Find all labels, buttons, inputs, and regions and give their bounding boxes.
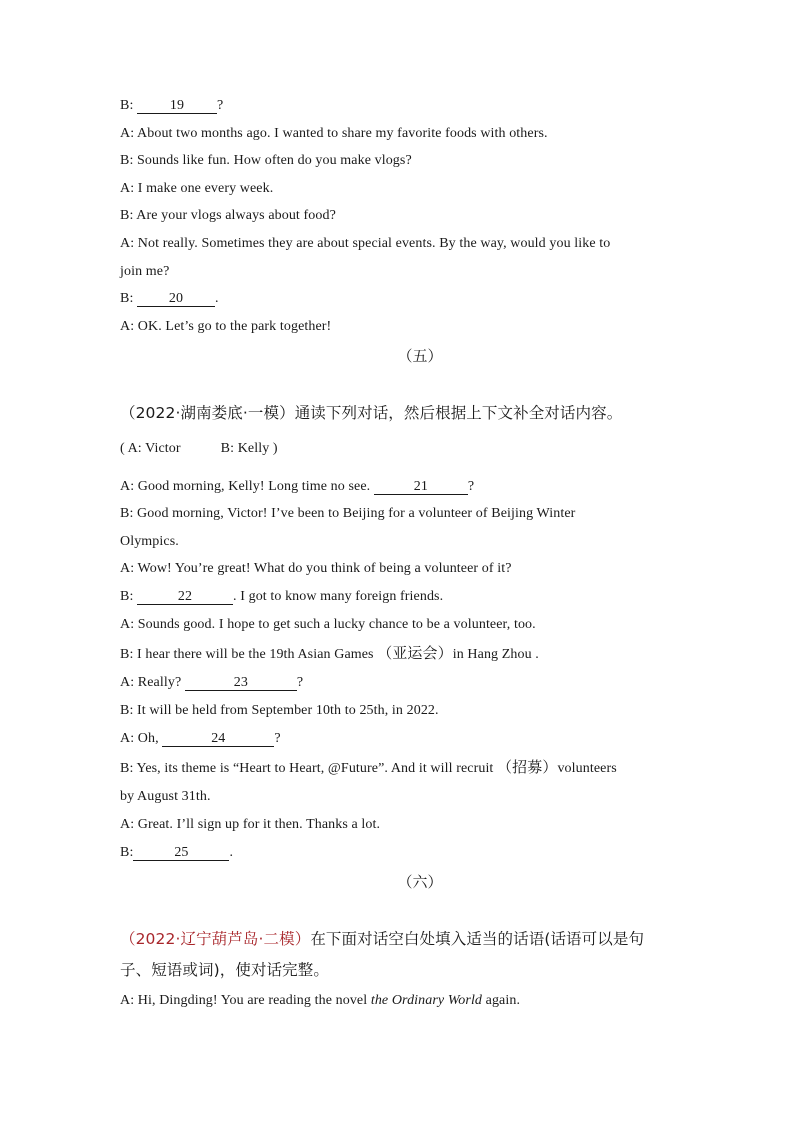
dialogue-line: A: Sounds good. I hope to get such a lucky chance to be a volunteer, too. [120,617,536,632]
dialogue-line: A: Great. I’ll sign up for it then. Thanks a lot. [120,817,381,832]
speaker-prefix: B: [120,589,138,604]
punctuation: ? [274,731,281,746]
dialogue-line [120,992,520,1010]
intro-text: 在下面对话空白处填入适当的话语(话语可以是句 [310,930,645,948]
roles-line [120,440,278,458]
answer-blank-23[interactable]: 23 [185,675,297,691]
dialogue-line: A: About two months ago. I wanted to share my favorite foods with others. [120,126,548,141]
dialogue-text: A: Really? [120,675,185,690]
speaker-prefix: B: [120,845,134,860]
dialogue-line-21 [120,478,474,496]
novel-title: the Ordinary World [370,993,483,1008]
dialogue-line: A: Not really. Sometimes they are about special events. By the way, would you like to [120,236,611,251]
dialogue-line: B: Sounds like fun. How often do you make vlogs? [120,153,412,168]
dialogue-line: B: It will be held from September 10th to 25th, in 2022. [120,703,439,718]
section-intro: （2022·湖南娄底·一模）通读下列对话，然后根据上下文补全对话内容。 [120,404,623,422]
dialogue-line: A: I make one every week. [120,181,274,196]
dialogue-line: A: Wow! You’re great! What do you think of being a volunteer of it? [120,561,512,576]
dialogue-line-19 [120,97,223,115]
answer-blank-22[interactable]: 22 [137,589,233,605]
speaker-prefix: B: [120,291,138,306]
punctuation: . [215,291,219,306]
dialogue-line-22 [120,588,443,606]
dialogue-text: . I got to know many foreign friends. [233,589,444,604]
section-intro [120,930,644,948]
answer-blank-24[interactable]: 24 [162,731,274,747]
answer-blank-19[interactable]: 19 [137,98,217,114]
dialogue-line: B: Are your vlogs always about food? [120,208,336,223]
chinese-gloss: （招募） [497,758,558,776]
dialogue-line [120,758,617,778]
speaker-prefix: B: [120,98,138,113]
dialogue-text: A: Oh, [120,731,163,746]
dialogue-line-25 [120,844,233,862]
punctuation: ? [217,98,224,113]
section-heading-6: （六） [397,873,443,891]
section-intro-cont: 子、短语或词)，使对话完整。 [120,961,329,979]
dialogue-text: B: Yes, its theme is “Heart to Heart, @Future”. And it will recruit [120,761,498,776]
source-tag: （2022·辽宁葫芦岛·二模） [120,930,311,948]
answer-blank-25[interactable]: 25 [133,845,229,861]
dialogue-line: B: Good morning, Victor! I’ve been to Beijing for a volunteer of Beijing Winter [120,506,576,521]
dialogue-line: join me? [120,264,170,279]
dialogue-text: A: Good morning, Kelly! Long time no see. [120,479,374,494]
punctuation: ? [467,479,475,494]
dialogue-text: A: Hi, Dingding! You are reading the novel [120,993,371,1008]
answer-blank-21[interactable]: 21 [374,479,468,495]
dialogue-line [120,644,539,664]
dialogue-line-20 [120,290,219,308]
punctuation: . [229,845,234,860]
dialogue-text: volunteers [557,761,617,776]
dialogue-line-23 [120,674,303,692]
section-heading-5: （五） [397,347,443,365]
dialogue-text: in Hang Zhou . [452,647,539,662]
role-a: ( A: Victor [120,441,181,456]
dialogue-line: by August 31th. [120,789,211,804]
dialogue-line: A: OK. Let’s go to the park together! [120,319,332,334]
chinese-gloss: （亚运会） [377,644,453,662]
answer-blank-20[interactable]: 20 [137,291,215,307]
dialogue-line: Olympics. [120,534,179,549]
dialogue-text: B: I hear there will be the 19th Asian Games [120,647,378,662]
dialogue-text: again. [482,993,521,1008]
role-b: B: Kelly ) [220,441,278,456]
dialogue-line-24 [120,730,281,748]
punctuation: ? [296,675,304,690]
